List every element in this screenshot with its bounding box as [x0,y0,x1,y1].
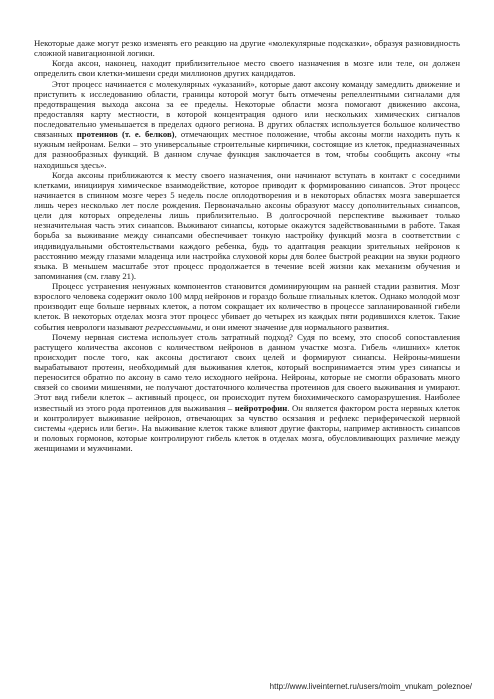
paragraph-text: Почему нервная система использует столь затратный подход? Судя по всему, это способ сопоставления растущего количества аксонов с количеством нейронов в данном участке мозга. Гибель «лишних» клеток происходит после того, как аксоны достигают своих целей и формируют синапсы. Нейроны-мишени вырабатывают протеин, необходимый для выживания клеток, который воспринимается этим урез синапсы и переносится обратно по аксону в само тело исходного нейрона. Нейроны, которые не смогли образовать много связей со своими мишенями, не получают достаточного количества протеинов для своего выживания и умирают. Этот вид гибели клеток – активный процесс, он происходит путем биохимического саморазрушения. Наиболее известный из этого рода протеинов для выживания – [34,331,460,413]
paragraph-text: Процесс устранения ненужных компонентов становится доминирующим на ранней стадии развития. Мозг взрослого человека содержит около 100 млрд нейронов и гораздо больше глиальных клеток. Однако молодой мозг производит еще больше нервных клеток, а потом сокращает их количество в процессе запланированной гибели клеток. В некоторых отделах мозга этот процесс убивает до четырех из каждых пяти родившихся клеток. Такие события неврологи называют [34,281,460,332]
text-body [34,38,460,453]
paragraph-text: , отмечающих местное положение, чтобы аксоны могли находить путь к нужным нейронам. Белки – это универсальные строительные кирпичики, состоящие из клеток, предназначенных для разнообразных функций. В данном случае функция заключается в том, чтобы сообщить аксону «ты находишься здесь». [34,129,460,170]
source-url: http://www.liveinternet.ru/users/moim_vnukam_poleznoe/ [269,682,472,691]
paragraph-text: Этот процесс начинается с молекулярных «указаний», которые дают аксону команду замедлить движение и приступить к исследованию области, границы которой могут быть отмечены репеллентными сигналами для предотвращения выхода аксона за ее пределы. Некоторые области мозга помогают движению аксона, предоставляя карту местности, в которой концентрация одного или нескольких химических сигналов последовательно уменьшается в пределах одного региона. В других областях используется большое количество связанных [34,78,460,140]
paragraph [34,79,460,170]
bold-term: нейротрофин [234,402,288,413]
bold-term: протеинов (т. е. белков) [76,129,175,140]
paragraph [34,281,460,332]
italic-term: регрессивными [145,321,201,332]
paragraph [34,170,460,281]
paragraph [34,38,460,58]
paragraph [34,58,460,78]
paragraph-text: Когда аксоны приближаются к месту своего назначения, они начинают вступать в контакт с соседними клетками, инициируя химическое взаимодействие, которое приводит к формированию синапсов. Этот процесс начинается в спинном мозге через 5 недель после оплодотворения и в некоторых областях мозга завершается лишь через несколько лет после рождения. Первоначально аксоны образуют массу дополнительных синапсов, цели для которых определены лишь приблизительно. В долгосрочной перспективе выживает только незначительная часть этих синапсов. Выживают синапсы, которые окажутся задействованными в работе. Такая борьба за выживание между синапсами обеспечивает тонкую настройку функций мозга в соответствии с индивидуальными обстоятельствами каждого ребенка, будь то адаптация реакции зрительных нейронов к расстоянию между глазами младенца или настройка слуховой коры для более быстрой реакции на звуки родного языка. В меньшем масштабе этот процесс продолжается в течение всей жизни как механизм обучения и запоминания (см. главу 21). [34,169,460,281]
paragraph-text: Когда аксон, наконец, находит приблизительное место своего назначения в мозге или теле, он должен определить свои клетки-мишени среди миллионов других кандидатов. [34,58,460,79]
paragraph-text: , и они имеют значение для нормального развития. [200,321,389,332]
paragraph [34,332,460,454]
paragraph-text: . Он является фактором роста нервных клеток и контролирует выживание нейронов, отвечающих за чувство осязания и рефлекс периферической нервной системы «дерись или беги». На выживание клеток также влияют другие факторы, например активность синапсов и половых гормонов, которые контролируют гибель клеток в отделах мозга, обусловливающих различие между женщинами и мужчинами. [34,402,460,453]
paragraph-text: Некоторые даже могут резко изменять его реакцию на другие «молекулярные подсказки», образуя разновидность сложной навигационной логики. [34,38,460,59]
